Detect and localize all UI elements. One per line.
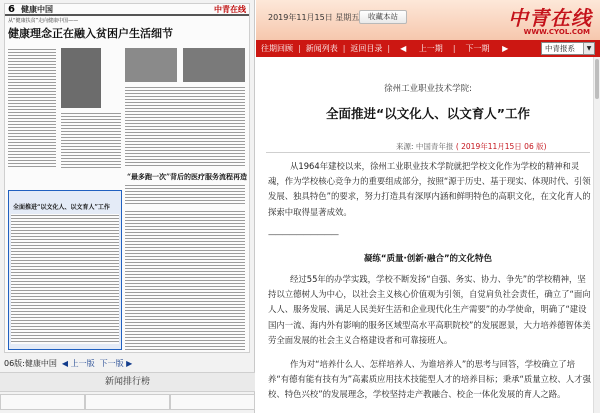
nav-separator: | — [342, 44, 346, 53]
site-url: WWW.CYOL.COM — [523, 28, 590, 36]
nav-prev-issue[interactable] — [390, 43, 453, 54]
nav-archive[interactable]: 往期回顾 — [261, 44, 293, 53]
ranking-tab-3[interactable] — [170, 394, 255, 410]
arrow-right-icon: ▶ — [502, 44, 509, 53]
section-divider: —————————— — [268, 230, 338, 239]
chevron-down-icon[interactable]: ▼ — [583, 43, 594, 54]
ranking-tabs — [0, 394, 255, 410]
scrollbar[interactable] — [593, 57, 600, 413]
nav-news-list[interactable]: 新闻列表 — [305, 44, 338, 53]
thumbnail-text-block-5 — [11, 214, 119, 344]
arrow-right-icon: ▶ — [126, 359, 133, 368]
thumbnail-text-block-2 — [61, 112, 121, 168]
article-paragraph-3: 作为对“培养什么人、怎样培养人、为谁培养人”的思考与回答，学校确立了培养“有德有能有技有为”高素质应用技术技能型人才的培养目标；秉承“质量立校、人才强校、特色兴校”的发展理念，学校坚持走产教融合、校企一体化发展的育人之路。 — [268, 359, 591, 400]
nav-separator: | — [452, 44, 456, 53]
nav-next-issue-label: 下一期 — [465, 44, 490, 53]
thumbnail-photo-1 — [61, 48, 101, 108]
article-title: 全面推进“以文化人、以文育人”工作 — [326, 106, 530, 121]
site-logo[interactable]: 中青在线 — [508, 6, 592, 30]
thumbnail-logo: 中青在线 — [214, 4, 246, 14]
nav-prev-issue-label: 上一期 — [418, 44, 443, 53]
article-paragraph-2: 经过55年的办学实践，学校不断发扬“自强、务实、协力、争先”的学校精神，坚持以立德树人为中心，以社会主义核心价值观为引领，自觉肩负社会责任，确立了“面向人人、服务发展、满足人民美好生活和企业现代化生产需要”的办学使命，明确了“建设国内一流、海内外有影响的服务区域型高水平高职院校”的发展愿景，大力培养德智体美劳全面发展的社会主义合格建设者和可靠接班人。 — [268, 274, 591, 345]
article-subheading: 凝练“质量·创新·融合”的文化特色 — [363, 254, 493, 264]
scrollbar-thumb[interactable] — [595, 59, 599, 99]
thumbnail-text-block-3 — [125, 86, 245, 168]
prev-page-label: 上一版 — [70, 359, 95, 368]
thumbnail-article-headline[interactable]: 全面推进“以文化人、以文育人”工作 — [13, 204, 110, 211]
current-page-label: 06版:健康中国 — [4, 359, 57, 368]
arrow-left-icon: ◀ — [400, 44, 407, 53]
thumbnail-photo-3 — [183, 48, 245, 82]
article-panel — [256, 0, 600, 413]
next-page-link[interactable] — [100, 358, 133, 369]
newspaper-select-value: 中青报系 — [545, 44, 575, 53]
divider — [266, 152, 590, 153]
nav-next-issue[interactable] — [456, 43, 519, 54]
nav-separator: | — [298, 44, 301, 53]
ranking-header: 新闻排行榜 — [0, 372, 255, 392]
arrow-left-icon: ◀ — [61, 359, 69, 368]
ranking-tab-1[interactable] — [0, 394, 85, 410]
thumbnail-header — [5, 4, 249, 16]
thumbnail-text-block-1 — [8, 48, 56, 168]
thumbnail-page-number: 6 — [8, 3, 15, 15]
nav-back-to-contents[interactable]: 返回目录 — [350, 44, 383, 53]
article-body — [256, 57, 600, 413]
thumbnail-mid-headline[interactable]: “最多跑一次”背后的医疗服务流程再造 — [127, 172, 248, 181]
page-thumbnail-panel — [0, 0, 255, 413]
site-header — [256, 0, 600, 40]
thumbnail-text-block-6 — [125, 210, 245, 350]
newspaper-page-thumbnail[interactable] — [4, 3, 250, 353]
thumbnail-headline[interactable]: 健康理念正在融入贫困户生活细节 — [8, 27, 173, 40]
thumbnail-text-block-4 — [125, 184, 245, 206]
source-paper: 中国青年报 — [415, 142, 454, 151]
article-paragraph-1: 从1964年建校以来，徐州工业职业技术学院就把学校文化作为学校的精神和灵魂，作为学校核心竞争力的重要组成部分，按照“源于历史、基于现实、体现时代、引领发展、独具特色”的要求，努力打造具有深厚内涵和鲜明特色的高职文化，在文化育人的探索中取得显著成效。 — [268, 161, 591, 217]
header-date: 2019年11月15日 星期五 — [268, 13, 360, 22]
article-kicker: 徐州工业职业技术学院: — [384, 84, 472, 94]
page-navigation — [4, 358, 250, 369]
nav-separator: | — [387, 44, 391, 53]
next-page-label: 下一版 — [99, 359, 124, 368]
thumbnail-section: 健康中国 — [20, 4, 53, 14]
ranking-tab-2[interactable] — [85, 394, 170, 410]
thumbnail-photo-2 — [125, 48, 177, 82]
prev-page-link[interactable] — [62, 358, 95, 369]
source-date: ( 2019年11月15日 06 版) — [455, 142, 547, 151]
source-label: 来源: — [396, 142, 414, 151]
newspaper-select[interactable] — [541, 42, 595, 55]
thumbnail-subline: 从“健康扶贫”走向健康中国—— — [8, 18, 79, 24]
favorite-button[interactable]: 收藏本站 — [359, 10, 407, 24]
article-source — [396, 141, 547, 152]
